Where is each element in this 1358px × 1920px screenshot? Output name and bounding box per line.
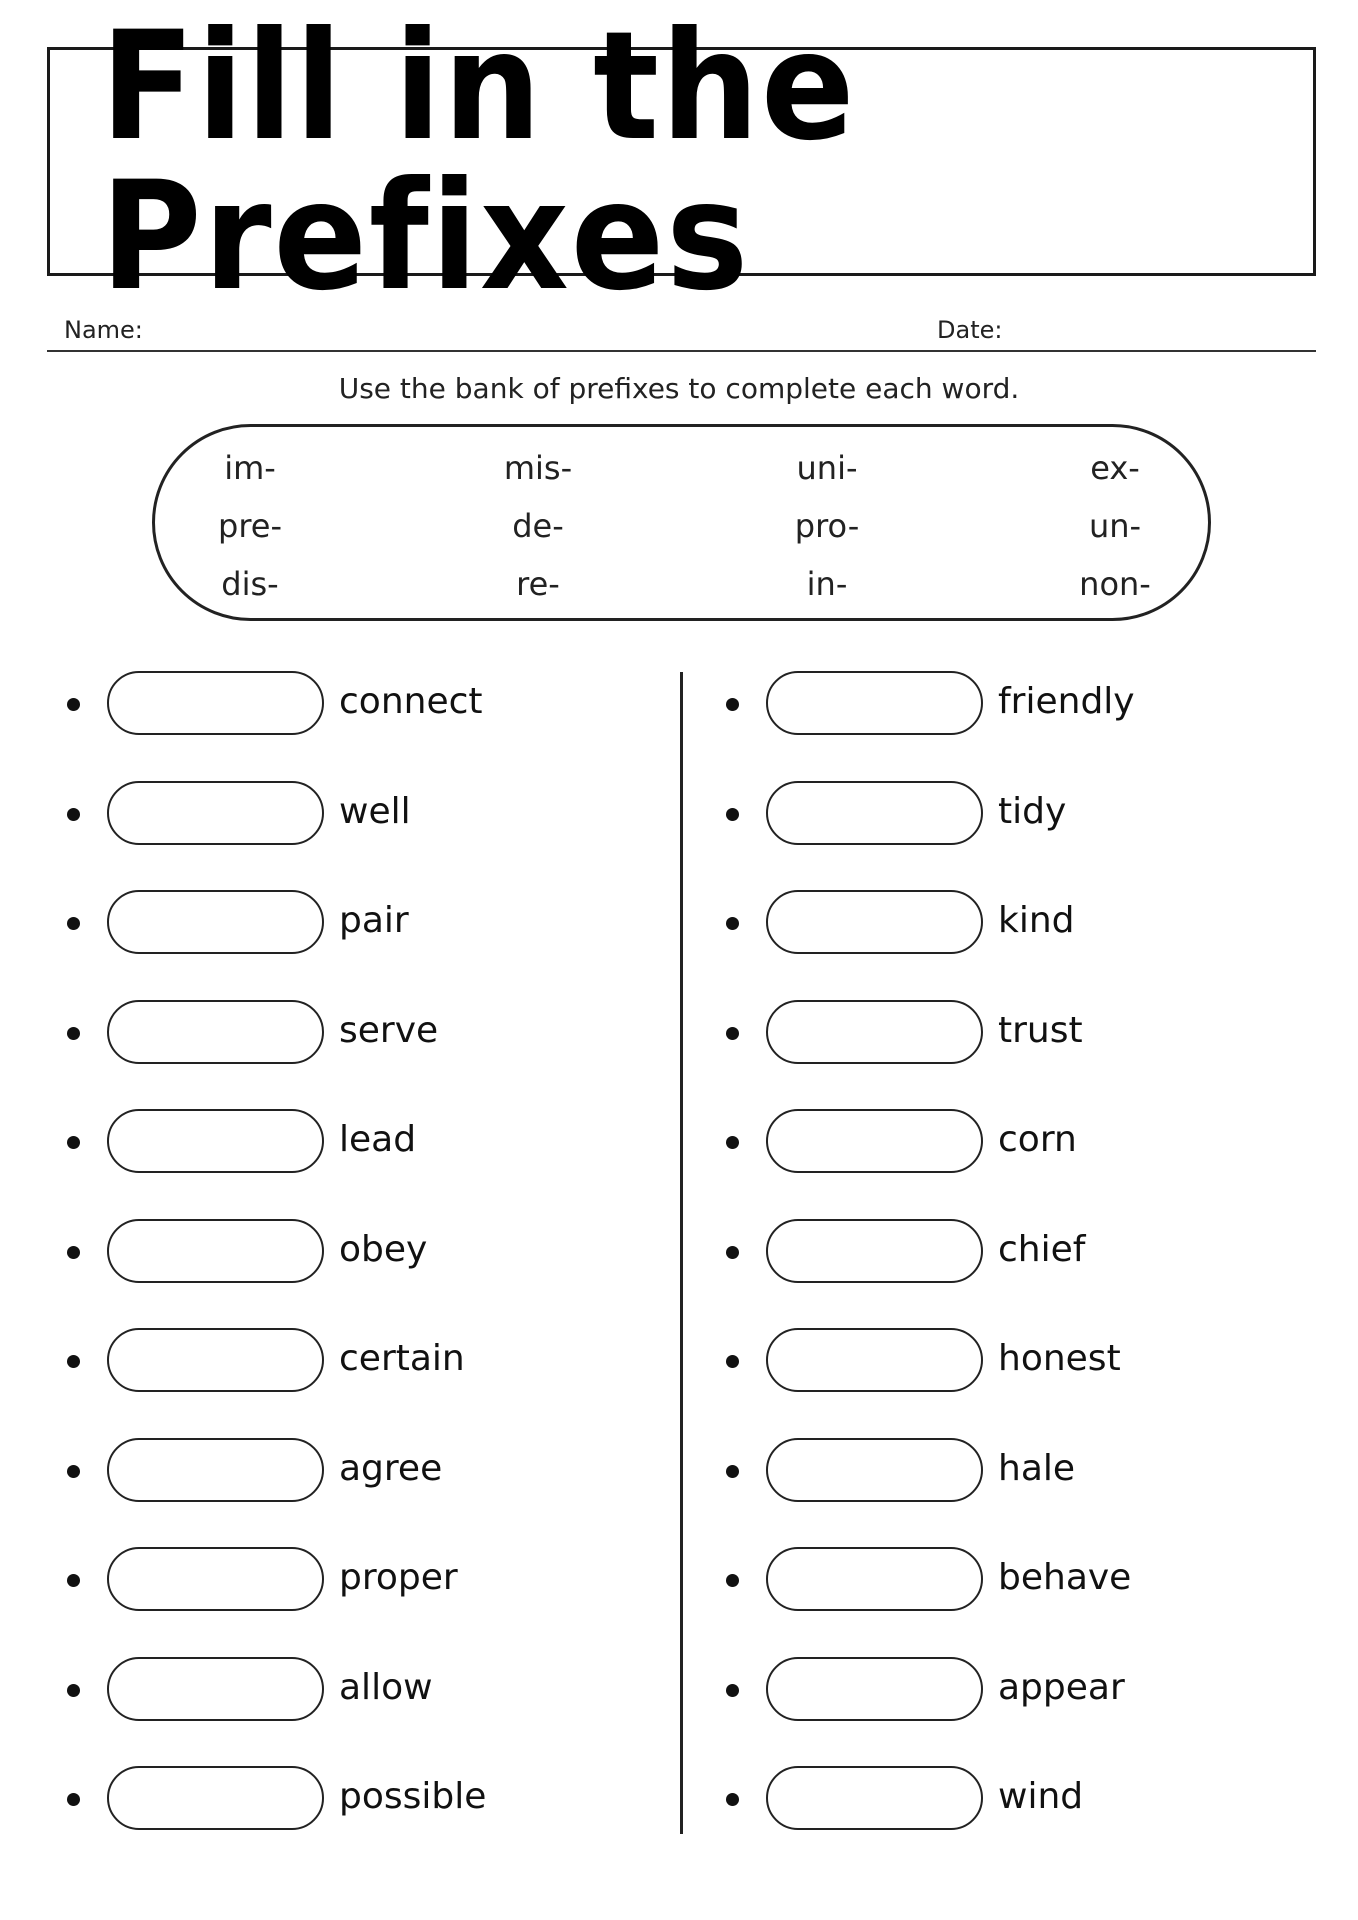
root-word: obey	[339, 1229, 428, 1270]
root-word: trust	[998, 1010, 1083, 1051]
prefix-answer-blank[interactable]	[766, 1328, 983, 1392]
root-word: certain	[339, 1338, 465, 1379]
root-word: agree	[339, 1448, 443, 1489]
root-word: tidy	[998, 791, 1067, 832]
bullet-icon	[67, 1465, 80, 1478]
prefix-answer-blank[interactable]	[107, 1766, 324, 1830]
bullet-icon	[67, 1793, 80, 1806]
bullet-icon	[726, 1465, 739, 1478]
bullet-icon	[67, 1684, 80, 1697]
prefix-answer-blank[interactable]	[107, 1219, 324, 1283]
root-word: well	[339, 791, 411, 832]
prefix-answer-blank[interactable]	[107, 1438, 324, 1502]
prefix-answer-blank[interactable]	[766, 1000, 983, 1064]
prefix-answer-blank[interactable]	[107, 1109, 324, 1173]
prefix-answer-blank[interactable]	[107, 781, 324, 845]
bullet-icon	[726, 1684, 739, 1697]
root-word: possible	[339, 1776, 487, 1817]
bullet-icon	[67, 1355, 80, 1368]
root-word: allow	[339, 1667, 433, 1708]
prefix-item: dis-	[221, 565, 279, 603]
root-word: connect	[339, 681, 483, 722]
root-word: chief	[998, 1229, 1086, 1270]
prefix-answer-blank[interactable]	[766, 1438, 983, 1502]
prefix-item: pro-	[794, 507, 860, 545]
bullet-icon	[67, 1246, 80, 1259]
title-box	[47, 0, 1316, 324]
root-word: lead	[339, 1119, 417, 1160]
bullet-icon	[67, 808, 80, 821]
prefix-answer-blank[interactable]	[107, 1547, 324, 1611]
prefix-bank	[152, 424, 1211, 621]
instruction-text: Use the bank of prefixes to complete each word.	[338, 372, 1020, 405]
prefix-answer-blank[interactable]	[766, 1657, 983, 1721]
prefix-answer-blank[interactable]	[766, 1219, 983, 1283]
bullet-icon	[67, 1136, 80, 1149]
prefix-answer-blank[interactable]	[107, 890, 324, 954]
prefix-item: uni-	[796, 449, 858, 487]
root-word: proper	[339, 1557, 458, 1598]
prefix-answer-blank[interactable]	[766, 781, 983, 845]
prefix-answer-blank[interactable]	[766, 671, 983, 735]
bullet-icon	[67, 917, 80, 930]
root-word: serve	[339, 1010, 439, 1051]
prefix-item: ex-	[1090, 449, 1140, 487]
bullet-icon	[726, 1574, 739, 1587]
bullet-icon	[726, 1246, 739, 1259]
prefix-item: im-	[224, 449, 276, 487]
date-label: Date:	[937, 316, 1003, 344]
prefix-answer-blank[interactable]	[107, 1657, 324, 1721]
name-date-line	[47, 312, 1316, 352]
worksheet-title: Fill in the Prefixes	[100, 0, 857, 324]
prefix-answer-blank[interactable]	[766, 1109, 983, 1173]
bullet-icon	[726, 1793, 739, 1806]
root-word: pair	[339, 900, 409, 941]
root-word: hale	[998, 1448, 1076, 1489]
prefix-answer-blank[interactable]	[107, 1328, 324, 1392]
prefix-answer-blank[interactable]	[766, 890, 983, 954]
root-word: kind	[998, 900, 1075, 941]
prefix-answer-blank[interactable]	[107, 671, 324, 735]
bullet-icon	[726, 698, 739, 711]
bullet-icon	[67, 1027, 80, 1040]
name-label: Name:	[64, 316, 143, 344]
root-word: corn	[998, 1119, 1077, 1160]
bullet-icon	[726, 917, 739, 930]
root-word: friendly	[998, 681, 1135, 722]
root-word: wind	[998, 1776, 1084, 1817]
prefix-item: un-	[1088, 507, 1142, 545]
bullet-icon	[726, 808, 739, 821]
root-word: appear	[998, 1667, 1125, 1708]
bullet-icon	[726, 1027, 739, 1040]
prefix-item: in-	[806, 565, 848, 603]
prefix-item: de-	[512, 507, 564, 545]
bullet-icon	[67, 698, 80, 711]
bullet-icon	[726, 1136, 739, 1149]
prefix-item: mis-	[503, 449, 573, 487]
prefix-answer-blank[interactable]	[107, 1000, 324, 1064]
prefix-item: non-	[1079, 565, 1151, 603]
bullet-icon	[67, 1574, 80, 1587]
bullet-icon	[726, 1355, 739, 1368]
root-word: behave	[998, 1557, 1132, 1598]
prefix-item: pre-	[218, 507, 282, 545]
prefix-item: re-	[516, 565, 560, 603]
column-divider	[680, 672, 683, 1834]
prefix-answer-blank[interactable]	[766, 1766, 983, 1830]
root-word: honest	[998, 1338, 1121, 1379]
prefix-answer-blank[interactable]	[766, 1547, 983, 1611]
